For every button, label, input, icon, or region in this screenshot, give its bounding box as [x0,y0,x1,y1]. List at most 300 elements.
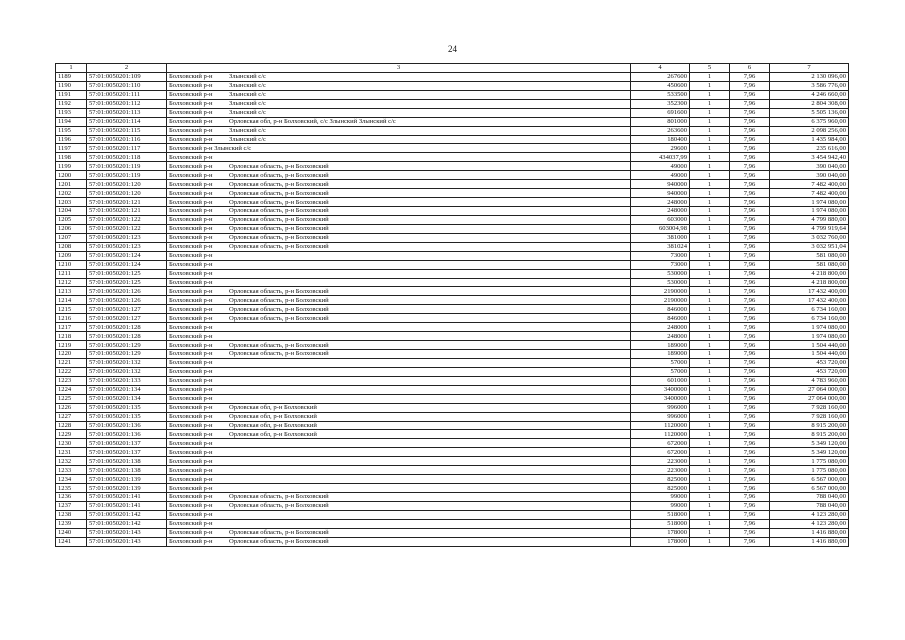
rate-cell: 7,96 [730,350,770,359]
area-cell: 189000 [631,350,690,359]
value-cell: 7 928 160,00 [770,403,849,412]
district-text: Болховский р-н [169,529,213,537]
location-cell [167,233,631,242]
count-cell: 1 [690,189,730,198]
value-cell: 3 032 760,00 [770,233,849,242]
count-cell: 1 [690,287,730,296]
cadastral-number-cell: 57:01:0050201:137 [87,439,167,448]
district-text: Болховский р-н [169,520,213,528]
cadastral-number-cell: 57:01:0050201:113 [87,108,167,117]
area-cell: 57000 [631,367,690,376]
district-text: Болховский р-н [169,261,213,269]
count-cell: 1 [690,510,730,519]
district-text: Болховский р-н [169,180,213,188]
row-number-cell: 1208 [56,242,87,251]
value-cell: 27 064 000,00 [770,394,849,403]
location-cell [167,117,631,126]
table-body [56,64,849,547]
cadastral-number-cell: 57:01:0050201:115 [87,126,167,135]
district-text: Болховский р-н [169,332,213,340]
row-number-cell: 1207 [56,233,87,242]
rate-cell: 7,96 [730,493,770,502]
count-cell: 1 [690,537,730,546]
cadastral-number-cell: 57:01:0050201:119 [87,162,167,171]
district-text: Болховский р-н [169,127,213,135]
column-header: 7 [770,64,849,73]
rate-cell: 7,96 [730,278,770,287]
column-header: 6 [730,64,770,73]
value-cell: 390 040,00 [770,171,849,180]
cadastral-number-cell: 57:01:0050201:142 [87,519,167,528]
district-text: Болховский р-н [169,538,213,546]
location-cell [167,350,631,359]
table-row [56,99,849,108]
address-text: Злынский с/с [229,91,266,99]
cadastral-number-cell: 57:01:0050201:125 [87,269,167,278]
row-number-cell: 1195 [56,126,87,135]
rate-cell: 7,96 [730,305,770,314]
rate-cell: 7,96 [730,385,770,394]
cadastral-number-cell: 57:01:0050201:123 [87,233,167,242]
location-cell [167,501,631,510]
district-text: Болховский р-н [169,493,213,501]
rate-cell: 7,96 [730,162,770,171]
area-cell: 603000 [631,215,690,224]
table-row [56,412,849,421]
value-cell: 7 928 160,00 [770,412,849,421]
location-cell [167,358,631,367]
count-cell: 1 [690,439,730,448]
location-cell [167,376,631,385]
location-cell [167,439,631,448]
address-text: Орловская область, р-н Болховский [229,502,329,510]
location-cell [167,537,631,546]
area-cell: 267600 [631,72,690,81]
count-cell: 1 [690,260,730,269]
cadastral-number-cell: 57:01:0050201:124 [87,251,167,260]
count-cell: 1 [690,493,730,502]
address-text: Орловская область, р-н Болховский [229,198,329,206]
district-text: Болховский р-н [169,153,213,161]
table-row [56,448,849,457]
rate-cell: 7,96 [730,296,770,305]
count-cell: 1 [690,484,730,493]
location-cell [167,457,631,466]
location-cell [167,323,631,332]
value-cell: 4 123 280,00 [770,519,849,528]
cadastral-number-cell: 57:01:0050201:121 [87,198,167,207]
location-cell [167,180,631,189]
area-cell: 248000 [631,323,690,332]
page-number: 24 [448,44,457,54]
area-cell: 825000 [631,484,690,493]
value-cell: 8 915 200,00 [770,430,849,439]
count-cell: 1 [690,72,730,81]
location-cell [167,215,631,224]
rate-cell: 7,96 [730,448,770,457]
row-number-cell: 1220 [56,350,87,359]
table-row [56,207,849,216]
cadastral-number-cell: 57:01:0050201:116 [87,135,167,144]
count-cell: 1 [690,162,730,171]
count-cell: 1 [690,215,730,224]
cadastral-number-cell: 57:01:0050201:127 [87,314,167,323]
row-number-cell: 1231 [56,448,87,457]
count-cell: 1 [690,171,730,180]
table-row [56,287,849,296]
column-header: 4 [631,64,690,73]
cadastral-number-cell: 57:01:0050201:126 [87,287,167,296]
table-row [56,439,849,448]
address-text: Орловская область, р-н Болховский [229,529,329,537]
count-cell: 1 [690,90,730,99]
row-number-cell: 1209 [56,251,87,260]
location-cell [167,260,631,269]
count-cell: 1 [690,81,730,90]
value-cell: 7 482 400,00 [770,180,849,189]
rate-cell: 7,96 [730,528,770,537]
area-cell: 846000 [631,314,690,323]
district-text: Болховский р-н [169,350,213,358]
count-cell: 1 [690,269,730,278]
row-number-cell: 1214 [56,296,87,305]
district-text: Болховский р-н [169,189,213,197]
cadastral-number-cell: 57:01:0050201:139 [87,484,167,493]
location-cell [167,287,631,296]
count-cell: 1 [690,466,730,475]
value-cell: 6 734 160,00 [770,314,849,323]
district-text: Болховский р-н [169,109,213,117]
district-text: Болховский р-н [169,216,213,224]
row-number-cell: 1218 [56,332,87,341]
location-cell [167,528,631,537]
row-number-cell: 1206 [56,224,87,233]
cadastral-number-cell: 57:01:0050201:127 [87,305,167,314]
row-number-cell: 1202 [56,189,87,198]
rate-cell: 7,96 [730,457,770,466]
rate-cell: 7,96 [730,251,770,260]
cadastral-number-cell: 57:01:0050201:114 [87,117,167,126]
address-text: Орловская область, р-н Болховский [229,189,329,197]
area-cell: 996000 [631,412,690,421]
district-text: Болховский р-н [169,430,213,438]
table-row [56,81,849,90]
location-cell [167,242,631,251]
row-number-cell: 1226 [56,403,87,412]
value-cell: 390 040,00 [770,162,849,171]
value-cell: 4 218 800,00 [770,269,849,278]
rate-cell: 7,96 [730,144,770,153]
location-cell [167,171,631,180]
value-cell: 4 799 880,00 [770,215,849,224]
area-cell: 99000 [631,493,690,502]
district-text: Болховский р-н [169,73,213,81]
count-cell: 1 [690,519,730,528]
district-text: Болховский р-н [169,171,213,179]
table-row [56,135,849,144]
district-text: Болховский р-н [169,234,213,242]
count-cell: 1 [690,224,730,233]
table-row [56,484,849,493]
value-cell: 235 616,00 [770,144,849,153]
rate-cell: 7,96 [730,207,770,216]
table-row [56,189,849,198]
district-text: Болховский р-н [169,413,213,421]
row-number-cell: 1201 [56,180,87,189]
address-text: Злынский с/с [229,109,266,117]
value-cell: 8 915 200,00 [770,421,849,430]
row-number-cell: 1197 [56,144,87,153]
row-number-cell: 1216 [56,314,87,323]
district-text: Болховский р-н [169,421,213,429]
column-header: 1 [56,64,87,73]
table-row [56,457,849,466]
table-row [56,466,849,475]
row-number-cell: 1199 [56,162,87,171]
value-cell: 1 416 880,00 [770,528,849,537]
area-cell: 603004,98 [631,224,690,233]
area-cell: 248000 [631,207,690,216]
rate-cell: 7,96 [730,323,770,332]
district-text: Болховский р-н [169,270,213,278]
value-cell: 1 775 080,00 [770,466,849,475]
cadastral-number-cell: 57:01:0050201:135 [87,403,167,412]
area-cell: 846000 [631,305,690,314]
district-text: Болховский р-н [169,278,213,286]
count-cell: 1 [690,341,730,350]
address-text: Злынский с/с [229,127,266,135]
cadastral-number-cell: 57:01:0050201:124 [87,260,167,269]
cadastral-number-cell: 57:01:0050201:129 [87,350,167,359]
district-text: Болховский р-н [169,502,213,510]
area-cell: 940000 [631,189,690,198]
rate-cell: 7,96 [730,439,770,448]
location-cell [167,278,631,287]
value-cell: 4 123 280,00 [770,510,849,519]
value-cell: 4 218 800,00 [770,278,849,287]
row-number-cell: 1193 [56,108,87,117]
rate-cell: 7,96 [730,519,770,528]
address-text: Орловская обл, р-н Болховский [229,404,317,412]
table-row [56,510,849,519]
row-number-cell: 1236 [56,493,87,502]
cadastral-number-cell: 57:01:0050201:118 [87,153,167,162]
rate-cell: 7,96 [730,198,770,207]
value-cell: 453 720,00 [770,367,849,376]
district-text: Болховский р-н [169,395,213,403]
count-cell: 1 [690,198,730,207]
district-text: Болховский р-н [169,368,213,376]
count-cell: 1 [690,242,730,251]
value-cell: 2 804 308,00 [770,99,849,108]
row-number-cell: 1237 [56,501,87,510]
area-cell: 180400 [631,135,690,144]
location-cell [167,207,631,216]
location-cell [167,269,631,278]
cadastral-number-cell: 57:01:0050201:119 [87,171,167,180]
location-cell [167,198,631,207]
table-row [56,323,849,332]
row-number-cell: 1232 [56,457,87,466]
address-text: Орловская обл, р-н Болховский, с/с Злынский Злынский с/с [229,118,396,126]
table-row [56,180,849,189]
column-header: 5 [690,64,730,73]
table-row [56,385,849,394]
area-cell: 996000 [631,403,690,412]
area-cell: 940000 [631,180,690,189]
table-header-row [56,64,849,73]
rate-cell: 7,96 [730,537,770,546]
value-cell: 453 720,00 [770,358,849,367]
row-number-cell: 1228 [56,421,87,430]
row-number-cell: 1196 [56,135,87,144]
district-text: Болховский р-н [169,135,213,143]
table-row [56,242,849,251]
table-row [56,537,849,546]
table-row [56,144,849,153]
rate-cell: 7,96 [730,171,770,180]
district-text: Болховский р-н [169,305,213,313]
count-cell: 1 [690,296,730,305]
value-cell: 581 080,00 [770,260,849,269]
address-text: Орловская обл, р-н Болховский [229,413,317,421]
cadastral-number-cell: 57:01:0050201:137 [87,448,167,457]
cadastral-number-cell: 57:01:0050201:120 [87,189,167,198]
row-number-cell: 1200 [56,171,87,180]
row-number-cell: 1223 [56,376,87,385]
table-row [56,475,849,484]
district-text: Болховский р-н [169,475,213,483]
cadastral-number-cell: 57:01:0050201:138 [87,466,167,475]
value-cell: 17 432 400,00 [770,287,849,296]
location-cell [167,224,631,233]
rate-cell: 7,96 [730,367,770,376]
rate-cell: 7,96 [730,376,770,385]
location-cell [167,90,631,99]
cadastral-number-cell: 57:01:0050201:132 [87,358,167,367]
table-row [56,162,849,171]
count-cell: 1 [690,108,730,117]
area-cell: 2190000 [631,296,690,305]
address-text: Злынский с/с [229,135,266,143]
table-row [56,90,849,99]
table-row [56,260,849,269]
rate-cell: 7,96 [730,403,770,412]
district-text: Болховский р-н [169,448,213,456]
value-cell: 6 567 000,00 [770,475,849,484]
area-cell: 2190000 [631,287,690,296]
column-header: 2 [87,64,167,73]
district-text: Болховский р-н [169,296,213,304]
location-cell [167,72,631,81]
table-row [56,233,849,242]
count-cell: 1 [690,448,730,457]
area-cell: 29600 [631,144,690,153]
row-number-cell: 1219 [56,341,87,350]
rate-cell: 7,96 [730,99,770,108]
row-number-cell: 1240 [56,528,87,537]
table-row [56,501,849,510]
location-cell [167,81,631,90]
area-cell: 3400000 [631,385,690,394]
area-cell: 801000 [631,117,690,126]
count-cell: 1 [690,153,730,162]
address-text: Орловская область, р-н Болховский [229,341,329,349]
value-cell: 2 130 096,00 [770,72,849,81]
district-text: Болховский р-н [169,198,213,206]
area-cell: 691600 [631,108,690,117]
cadastral-number-cell: 57:01:0050201:117 [87,144,167,153]
district-text: Болховский р-н [169,359,213,367]
area-cell: 49000 [631,171,690,180]
value-cell: 7 482 400,00 [770,189,849,198]
area-cell: 825000 [631,475,690,484]
column-header: 3 [167,64,631,73]
count-cell: 1 [690,367,730,376]
row-number-cell: 1217 [56,323,87,332]
address-text: Злынский с/с [229,82,266,90]
value-cell: 27 064 000,00 [770,385,849,394]
area-cell: 223000 [631,466,690,475]
table-row [56,519,849,528]
count-cell: 1 [690,430,730,439]
table-row [56,224,849,233]
cadastral-number-cell: 57:01:0050201:110 [87,81,167,90]
cadastral-number-cell: 57:01:0050201:141 [87,493,167,502]
count-cell: 1 [690,251,730,260]
count-cell: 1 [690,233,730,242]
area-cell: 530000 [631,269,690,278]
cadastral-number-cell: 57:01:0050201:122 [87,215,167,224]
row-number-cell: 1191 [56,90,87,99]
cadastral-number-cell: 57:01:0050201:109 [87,72,167,81]
address-text: Орловская область, р-н Болховский [229,207,329,215]
cadastral-number-cell: 57:01:0050201:121 [87,207,167,216]
area-cell: 178000 [631,537,690,546]
address-text: Орловская область, р-н Болховский [229,314,329,322]
table-row [56,296,849,305]
address-text: Орловская область, р-н Болховский [229,493,329,501]
district-text: Болховский р-н [169,466,213,474]
address-text: Орловская область, р-н Болховский [229,162,329,170]
row-number-cell: 1212 [56,278,87,287]
cadastral-table [55,63,849,547]
table-row [56,493,849,502]
rate-cell: 7,96 [730,287,770,296]
count-cell: 1 [690,278,730,287]
district-text: Болховский р-н [169,225,213,233]
area-cell: 223000 [631,457,690,466]
cadastral-number-cell: 57:01:0050201:111 [87,90,167,99]
location-cell [167,430,631,439]
area-cell: 601000 [631,376,690,385]
count-cell: 1 [690,350,730,359]
value-cell: 3 454 942,40 [770,153,849,162]
area-cell: 73000 [631,251,690,260]
table-row [56,251,849,260]
rate-cell: 7,96 [730,90,770,99]
value-cell: 2 098 256,00 [770,126,849,135]
value-cell: 6 375 960,00 [770,117,849,126]
location-cell [167,385,631,394]
district-text: Болховский р-н [169,118,213,126]
district-text: Болховский р-н [169,484,213,492]
value-cell: 1 416 880,00 [770,537,849,546]
value-cell: 1 775 080,00 [770,457,849,466]
rate-cell: 7,96 [730,269,770,278]
cadastral-number-cell: 57:01:0050201:143 [87,528,167,537]
table-row [56,367,849,376]
